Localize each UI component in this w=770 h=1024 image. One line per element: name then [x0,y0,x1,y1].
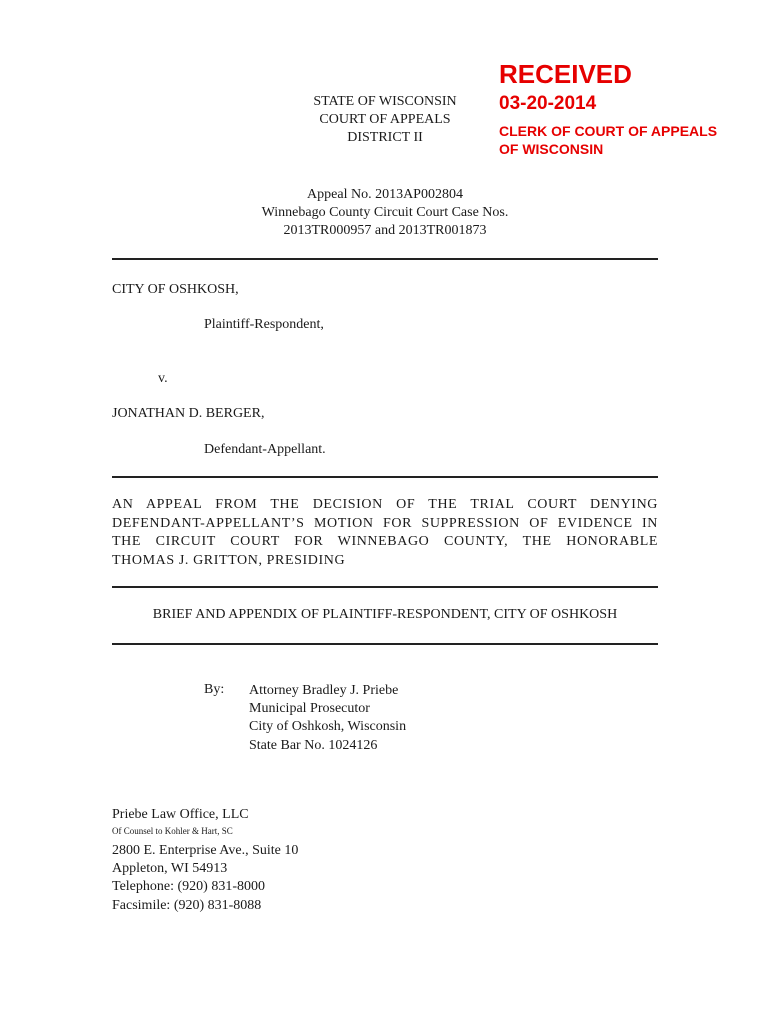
firm-counsel-note: Of Counsel to Kohler & Hart, SC [112,826,233,836]
firm-telephone: Telephone: (920) 831-8000 [112,879,265,895]
appeal-description-line: AN APPEAL FROM THE DECISION OF THE TRIAL COURT DENYING [112,497,658,512]
court-state: STATE OF WISCONSIN [313,94,457,109]
appeal-number: Appeal No. 2013AP002804 [307,187,463,202]
attorney-bar-number: State Bar No. 1024126 [249,737,378,753]
appeal-description-line: THE CIRCUIT COURT FOR WINNEBAGO COUNTY, THE HONORABLE [112,534,658,549]
attorney-office: City of Oshkosh, Wisconsin [249,719,407,735]
court-name: COURT OF APPEALS [319,112,451,127]
firm-address-city: Appleton, WI 54913 [112,861,228,877]
by-label: By: [204,682,225,697]
plaintiff-name: CITY OF OSHKOSH, [112,282,239,297]
received-stamp-title: RECEIVED [499,59,632,89]
appeal-description-line: THOMAS J. GRITTON, PRESIDING [112,552,346,568]
versus-label: v. [158,371,168,386]
firm-name: Priebe Law Office, LLC [112,807,249,822]
received-stamp-clerk-line-1: CLERK OF COURT OF APPEALS [499,123,718,139]
law-firm-block [112,806,298,915]
divider-rule [112,476,658,478]
defendant-name: JONATHAN D. BERGER, [112,406,265,421]
divider-rule [112,643,658,645]
received-stamp-clerk-line-2: OF WISCONSIN [499,141,604,157]
attorney-name: Attorney Bradley J. Priebe [249,683,399,698]
defendant-role: Defendant-Appellant. [204,442,326,457]
brief-title: BRIEF AND APPENDIX OF PLAINTIFF-RESPONDENT, CITY OF OSHKOSH [152,607,618,622]
case-numbers [200,186,570,240]
received-stamp-date: 03-20-2014 [499,93,597,114]
attorney-title: Municipal Prosecutor [249,701,370,717]
firm-address-street: 2800 E. Enterprise Ave., Suite 10 [112,843,299,858]
firm-facsimile: Facsimile: (920) 831-8088 [112,897,262,913]
court-district: DISTRICT II [347,130,423,145]
plaintiff-role: Plaintiff-Respondent, [204,317,324,332]
appeal-description [112,496,658,570]
divider-rule [112,586,658,588]
circuit-case-numbers: 2013TR000957 and 2013TR001873 [283,223,487,238]
circuit-court-line: Winnebago County Circuit Court Case Nos. [261,205,509,220]
received-stamp [499,58,717,158]
attorney-block [249,682,406,755]
divider-rule [112,258,658,260]
appeal-description-line: DEFENDANT-APPELLANT’S MOTION FOR SUPPRESSION OF EVIDENCE IN [112,515,658,531]
court-header [295,93,475,147]
